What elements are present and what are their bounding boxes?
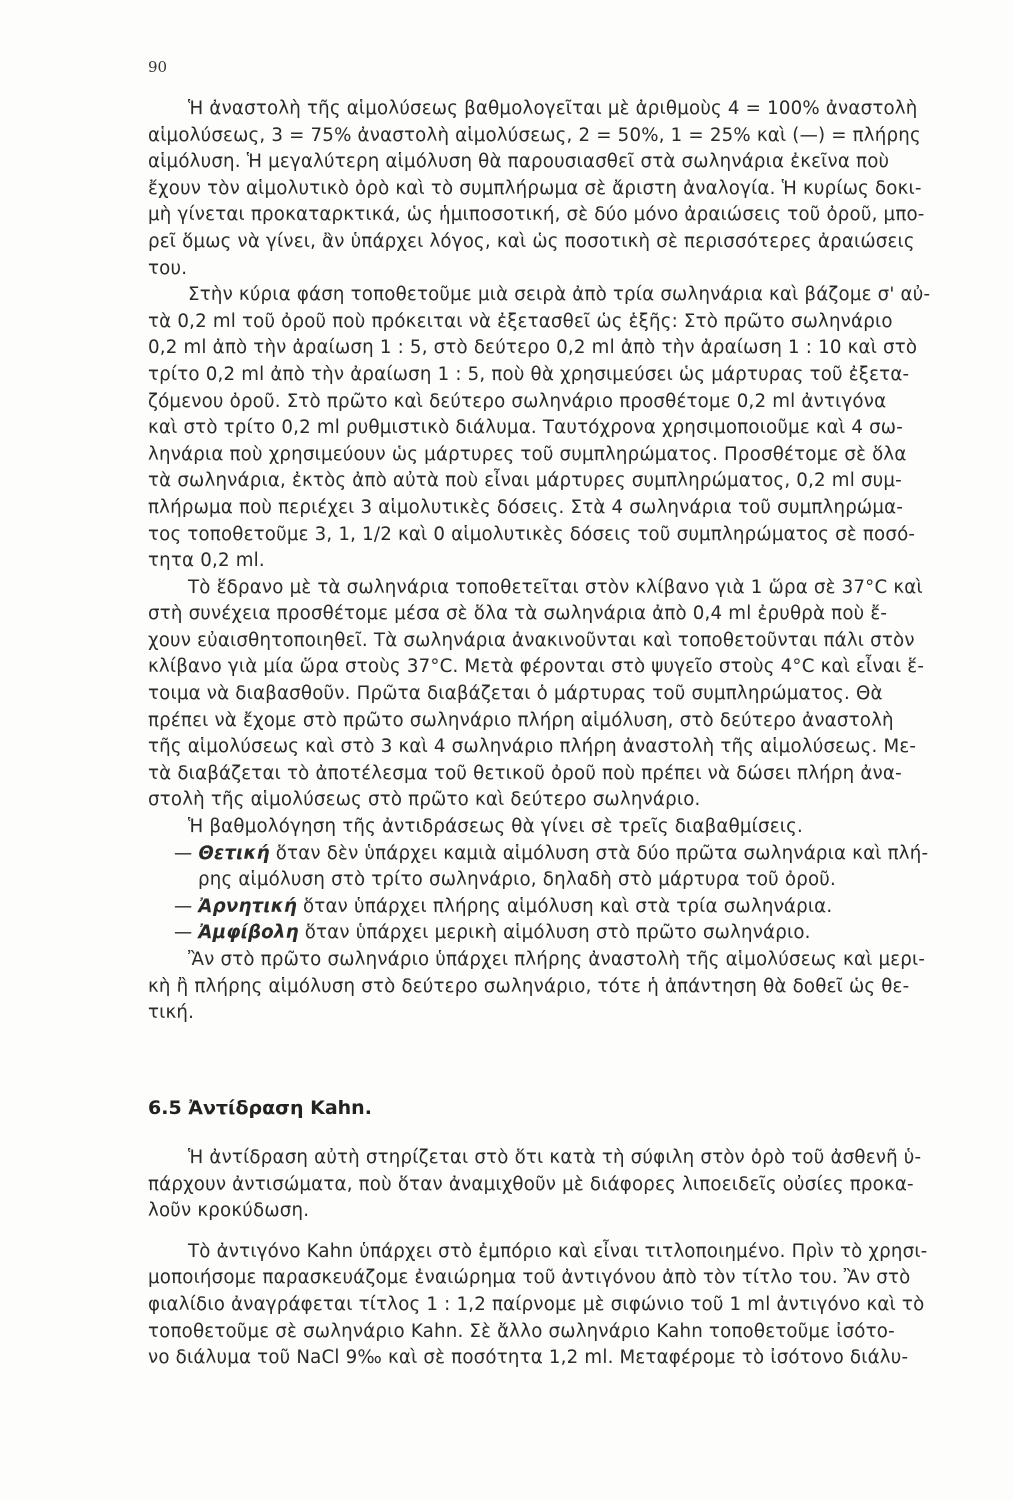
- text-line: χουν εὐαισθητοποιηθεῖ. Τὰ σωληνάρια ἀνακινοῦνται καὶ τοποθετοῦνται πάλι στὸν: [148, 629, 915, 651]
- page-number: 90: [148, 58, 168, 76]
- text-line: 0,2 ml ἀπὸ τὴν ἀραίωση 1 : 5, στὸ δεύτερο 0,2 ml ἀπὸ τὴν ἀραίωση 1 : 10 καὶ στὸ: [148, 337, 918, 359]
- paragraph-incubation: [148, 575, 988, 814]
- text-line: φιαλίδιο ἀναγράφεται τίτλος 1 : 1,2 παίρνομε μὲ σιφώνιο τοῦ 1 ml ἀντιγόνο καὶ τὸ: [148, 1293, 925, 1315]
- text-line: ληνάρια ποὺ χρησιμεύουν ὡς μάρτυρες τοῦ συμπληρώματος. Προσθέτομε σὲ ὅλα: [148, 443, 907, 465]
- text-line: αἱμολύσεως, 3 = 75% ἀναστολὴ αἱμολύσεως, 2 = 50%, 1 = 25% καὶ (—) = πλήρης: [148, 124, 921, 146]
- text-line: κὴ ἢ πλήρης αἱμόλυση στὸ δεύτερο σωληνάριο, τότε ἡ ἀπάντηση θὰ δοθεῖ ὡς θε-: [148, 975, 910, 997]
- section-text: [148, 1145, 988, 1372]
- grading-term: Ἀρνητική: [198, 895, 297, 917]
- grading-description: ὅταν δὲν ὑπάρχει καμιὰ αἱμόλυση στὰ δύο πρῶτα σωληνάρια καὶ πλή-: [269, 842, 929, 864]
- text-line: μὴ γίνεται προκαταρκτικά, ὡς ἡμιποσοτική, σὲ δύο μόνο ἀραιώσεις τοῦ ὀροῦ, μπο-: [148, 204, 925, 226]
- grading-term: Θετική: [198, 842, 270, 864]
- text-line: τῆς αἱμολύσεως καὶ στὸ 3 καὶ 4 σωληνάριο πλήρη ἀναστολὴ τῆς αἱμολύσεως. Με-: [148, 736, 917, 758]
- text-line: τοιμα νὰ διαβασθοῦν. Πρῶτα διαβάζεται ὁ μάρτυρας τοῦ συμπληρώματος. Θὰ: [148, 683, 883, 705]
- grading-description: ὅταν ὑπάρχει πλήρης αἱμόλυση καὶ στὰ τρία σωληνάρια.: [296, 895, 833, 917]
- text-line: μοποιήσομε παρασκευάζομε ἐναιώρημα τοῦ ἀντιγόνου ἀπὸ τὸν τίτλο του. Ἂν στὸ: [148, 1267, 911, 1289]
- paragraph-main-phase: [148, 282, 988, 575]
- text-line: τρίτο 0,2 ml ἀπὸ τὴν ἀραίωση 1 : 5, ποὺ θὰ χρησιμεύσει ὡς μάρτυρας τοῦ ἐξετα-: [148, 363, 910, 385]
- text-line: τοποθετοῦμε σὲ σωληνάριο Kahn. Σὲ ἄλλο σωληνάριο Kahn τοποθετοῦμε ἰσότο-: [148, 1320, 895, 1342]
- text-line: στὴ συνέχεια προσθέτομε μέσα σὲ ὅλα τὰ σωληνάρια ἀπὸ 0,4 ml ἐρυθρὰ ποὺ ἔ-: [148, 603, 888, 625]
- text-line: πάρχουν ἀντισώματα, ποὺ ὅταν ἀναμιχθοῦν μὲ διάφορες λιποειδεῖς οὐσίες προκα-: [148, 1173, 914, 1195]
- grading-description: ὅταν ὑπάρχει μερικὴ αἱμόλυση στὸ πρῶτο σωληνάριο.: [298, 922, 811, 944]
- text-line: τική.: [148, 1002, 195, 1024]
- text-line: Ἡ ἀντίδραση αὐτὴ στηρίζεται στὸ ὅτι κατὰ τὴ σύφιλη στὸν ὀρὸ τοῦ ἀσθενῆ ὑ-: [188, 1147, 922, 1168]
- list-dash: —: [174, 922, 193, 944]
- text-line: αἱμόλυση. Ἡ μεγαλύτερη αἱμόλυση θὰ παρουσιασθεῖ στὰ σωληνάρια ἐκεῖνα ποὺ: [148, 151, 890, 173]
- paragraph-kahn-antigen: [148, 1239, 988, 1372]
- text-line: στολὴ τῆς αἱμολύσεως στὸ πρῶτο καὶ δεύτερο σωληνάριο.: [148, 789, 701, 811]
- text-line: τος τοποθετοῦμε 3, 1, 1/2 καὶ 0 αἱμολυτικὲς δόσεις τοῦ συμπληρώματος σὲ ποσό-: [148, 523, 916, 545]
- text-line: Στὴν κύρια φάση τοποθετοῦμε μιὰ σειρὰ ἀπὸ τρία σωληνάρια καὶ βάζομε σ' αὐ-: [188, 284, 931, 306]
- text-line: νο διάλυμα τοῦ NaCl 9‰ καὶ σὲ ποσότητα 1,2 ml. Μεταφέρομε τὸ ἰσότονο διάλυ-: [148, 1347, 909, 1369]
- paragraph-gap: [148, 1225, 988, 1239]
- main-text: [148, 96, 988, 1027]
- grading-item-doubtful: [148, 920, 988, 947]
- text-line: ἔχουν τὸν αἱμολυτικὸ ὀρὸ καὶ τὸ συμπλήρωμα σὲ ἄριστη ἀναλογία. Ἡ κυρίως δοκι-: [148, 177, 922, 199]
- text-line: πρέπει νὰ ἔχομε στὸ πρῶτο σωληνάριο πλήρη αἱμόλυση, στὸ δεύτερο ἀναστολὴ: [148, 709, 894, 731]
- paragraph-kahn-principle: [148, 1145, 988, 1225]
- text-line: πλήρωμα ποὺ περιέχει 3 αἱμολυτικὲς δόσεις. Στὰ 4 σωληνάρια τοῦ συμπληρώμα-: [148, 496, 904, 518]
- text-line: τητα 0,2 ml.: [148, 550, 265, 572]
- text-line: Ἡ ἀναστολὴ τῆς αἱμολύσεως βαθμολογεῖται μὲ ἀριθμοὺς 4 = 100% ἀναστολὴ: [188, 98, 918, 119]
- text-line: ζόμενου ὀροῦ. Στὸ πρῶτο καὶ δεύτερο σωληνάριο προσθέτομε 0,2 ml ἀντιγόνα: [148, 390, 887, 412]
- text-line: ρεῖ ὅμως νὰ γίνει, ἂν ὑπάρχει λόγος, καὶ ὡς ποσοτικὴ σὲ περισσότερες ἀραιώσεις: [148, 230, 915, 252]
- text-line: λοῦν κροκύδωση.: [148, 1200, 310, 1222]
- text-line: Τὸ ἀντιγόνο Kahn ὑπάρχει στὸ ἐμπόριο καὶ εἶναι τιτλοποιημένο. Πρὶν τὸ χρησι-: [188, 1240, 928, 1262]
- text-line: Τὸ ἕδρανο μὲ τὰ σωληνάρια τοποθετεῖται στὸν κλίβανο γιὰ 1 ὥρα σὲ 37°C καὶ: [188, 576, 923, 598]
- text-line: τὰ 0,2 ml τοῦ ὀροῦ ποὺ πρόκειται νὰ ἐξετασθεῖ ὡς ἑξῆς: Στὸ πρῶτο σωληνάριο: [148, 310, 893, 332]
- grading-item-negative: [148, 894, 988, 921]
- text-line: τὰ σωληνάρια, ἐκτὸς ἀπὸ αὐτὰ ποὺ εἶναι μάρτυρες συμπληρώματος, 0,2 ml συμ-: [148, 470, 902, 492]
- section-heading: 6.5 Ἀντίδραση Kahn.: [148, 1097, 372, 1119]
- grading-list: [148, 841, 988, 947]
- text-line: τὰ διαβάζεται τὸ ἀποτέλεσμα τοῦ θετικοῦ ὀροῦ ποὺ πρέπει νὰ δώσει πλήρη ἀνα-: [148, 762, 902, 784]
- grading-item-positive: [148, 841, 988, 868]
- grading-intro: Ἡ βαθμολόγηση τῆς ἀντιδράσεως θὰ γίνει σὲ τρεῖς διαβαθμίσεις.: [188, 816, 804, 838]
- text-line: Ἂν στὸ πρῶτο σωληνάριο ὑπάρχει πλήρης ἀναστολὴ τῆς αἱμολύσεως καὶ μερι-: [188, 949, 926, 970]
- list-dash: —: [174, 895, 193, 917]
- text-line: του.: [148, 257, 188, 279]
- paragraph-interpretation: [148, 947, 988, 1027]
- text-line: κλίβανο γιὰ μία ὥρα στοὺς 37°C. Μετὰ φέρονται στὸ ψυγεῖο στοὺς 4°C καὶ εἶναι ἕ-: [148, 656, 925, 678]
- text-line: καὶ στὸ τρίτο 0,2 ml ρυθμιστικὸ διάλυμα. Ταυτόχρονα χρησιμοποιοῦμε καὶ 4 σω-: [148, 417, 903, 439]
- list-dash: —: [174, 842, 193, 864]
- grading-term: Ἀμφίβολη: [198, 922, 299, 944]
- paragraph-grading: [148, 96, 988, 282]
- grading-item-positive-cont: ρης αἱμόλυση στὸ τρίτο σωληνάριο, δηλαδὴ στὸ μάρτυρα τοῦ ὀροῦ.: [198, 869, 836, 891]
